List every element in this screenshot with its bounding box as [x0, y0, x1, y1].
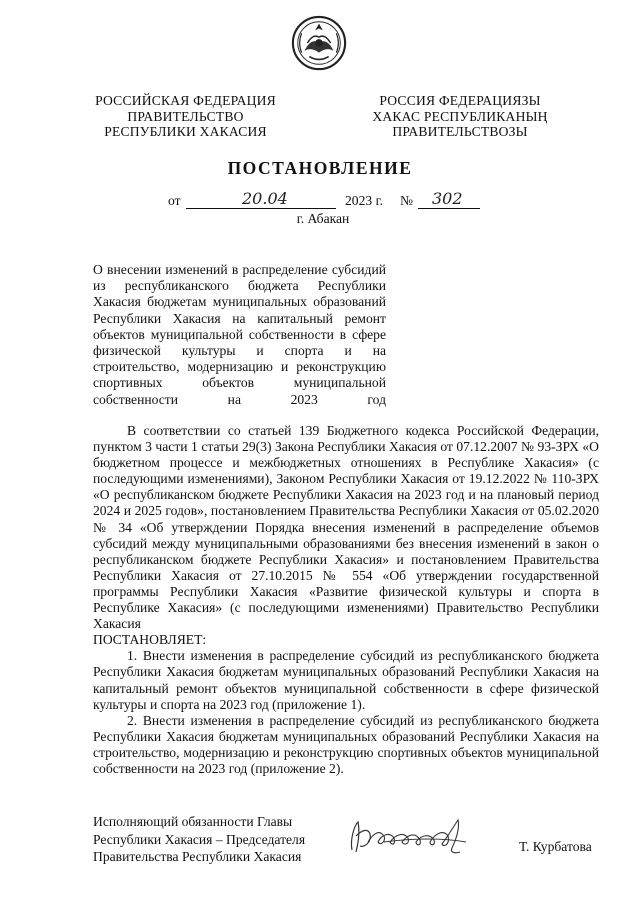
header-left-line: ПРАВИТЕЛЬСТВО	[127, 108, 244, 124]
document-subject: О внесении изменений в распределение субсидий из республиканского бюджета Республики Хакасия бюджетам муниципальных образований Республики Хакасия на капитальный ремонт объектов муниципальной собственности в сфере физической культуры и спорта и на строительство, модернизацию и реконструкцию спортивных объектов муниципальной собственности на 2023 год	[93, 262, 386, 407]
header-left-line: РЕСПУБЛИКИ ХАКАСИЯ	[104, 124, 267, 139]
number-label: №	[400, 193, 413, 208]
document-body	[93, 423, 599, 777]
header-right-line: ХАКАС РЕСПУБЛИКАНЫҢ	[372, 108, 548, 124]
date-underline	[186, 208, 336, 209]
handwritten-date: 20.04	[242, 189, 288, 208]
header-left-line: РОССИЙСКАЯ ФЕДЕРАЦИЯ	[95, 93, 276, 108]
document-title: ПОСТАНОВЛЕНИЕ	[227, 158, 413, 178]
header-right-block	[360, 93, 560, 140]
position-line: Правительства Республики Хакасия	[93, 849, 302, 864]
number-underline	[418, 208, 480, 209]
signer-name: Т. Курбатова	[519, 839, 592, 854]
position-line: Исполняющий обязанности Главы	[93, 814, 293, 829]
city-label: г. Абакан	[296, 211, 350, 226]
header-left-block	[88, 93, 283, 140]
handwritten-signature	[344, 812, 474, 862]
decree-item-2: 2. Внести изменения в распределение субсидий из республиканского бюджета Республики Хакасия бюджетам муниципальных образований Республики Хакасия на строительство, модернизацию и реконструкцию спортивных объектов муниципальной собственности на 2023 год (приложение 2).	[93, 712, 599, 776]
decree-item-1: 1. Внести изменения в распределение субсидий из республиканского бюджета Республики Хакасия бюджетам муниципальных образований Республики Хакасия на капитальный ремонт объектов муниципальной собственности в сфере физической культуры и спорта на 2023 год (приложение 1).	[93, 648, 599, 712]
preamble-paragraph: В соответствии со статьей 139 Бюджетного кодекса Российской Федерации, пунктом 3 части 1 статьи 29(3) Закона Республики Хакасия от 07.12.2007 № 93-ЗРХ «О бюджетном процессе и межбюджетных отношениях в Республике Хакасия» (с последующими изменениями), Законом Республики Хакасия от 19.12.2022 № 110-ЗРХ «О республиканском бюджете Республики Хакасия на 2023 год и на плановый период 2024 и 2025 годов», постановлением Правительства Республики Хакасия от 05.02.2020 № 34 «Об утверждении Порядка внесения изменений в распределение объемов субсидий между муниципальными образованиями без внесения изменений в закон о республиканском бюджете Республики Хакасия» и постановлением Правительства Республики Хакасия от 27.10.2015 № 554 «Об утверждении государственной программы Республики Хакасия «Развитие физической культуры и спорта в Республике Хакасия» (с последующими изменениями) Правительство Республики Хакасия	[93, 423, 599, 632]
signatory-position	[93, 813, 305, 866]
handwritten-number: 302	[432, 189, 463, 208]
header-right-line: ПРАВИТЕЛЬСТВОЗЫ	[392, 124, 528, 139]
year-label: 2023 г.	[345, 193, 384, 208]
from-label: от	[168, 193, 181, 208]
decree-word: ПОСТАНОВЛЯЕТ:	[93, 632, 207, 648]
header-right-line: РОССИЯ ФЕДЕРАЦИЯЗЫ	[379, 93, 541, 108]
coat-of-arms-emblem	[290, 14, 348, 72]
date-number-line	[168, 189, 488, 211]
position-line: Республики Хакасия – Председателя	[93, 831, 306, 847]
